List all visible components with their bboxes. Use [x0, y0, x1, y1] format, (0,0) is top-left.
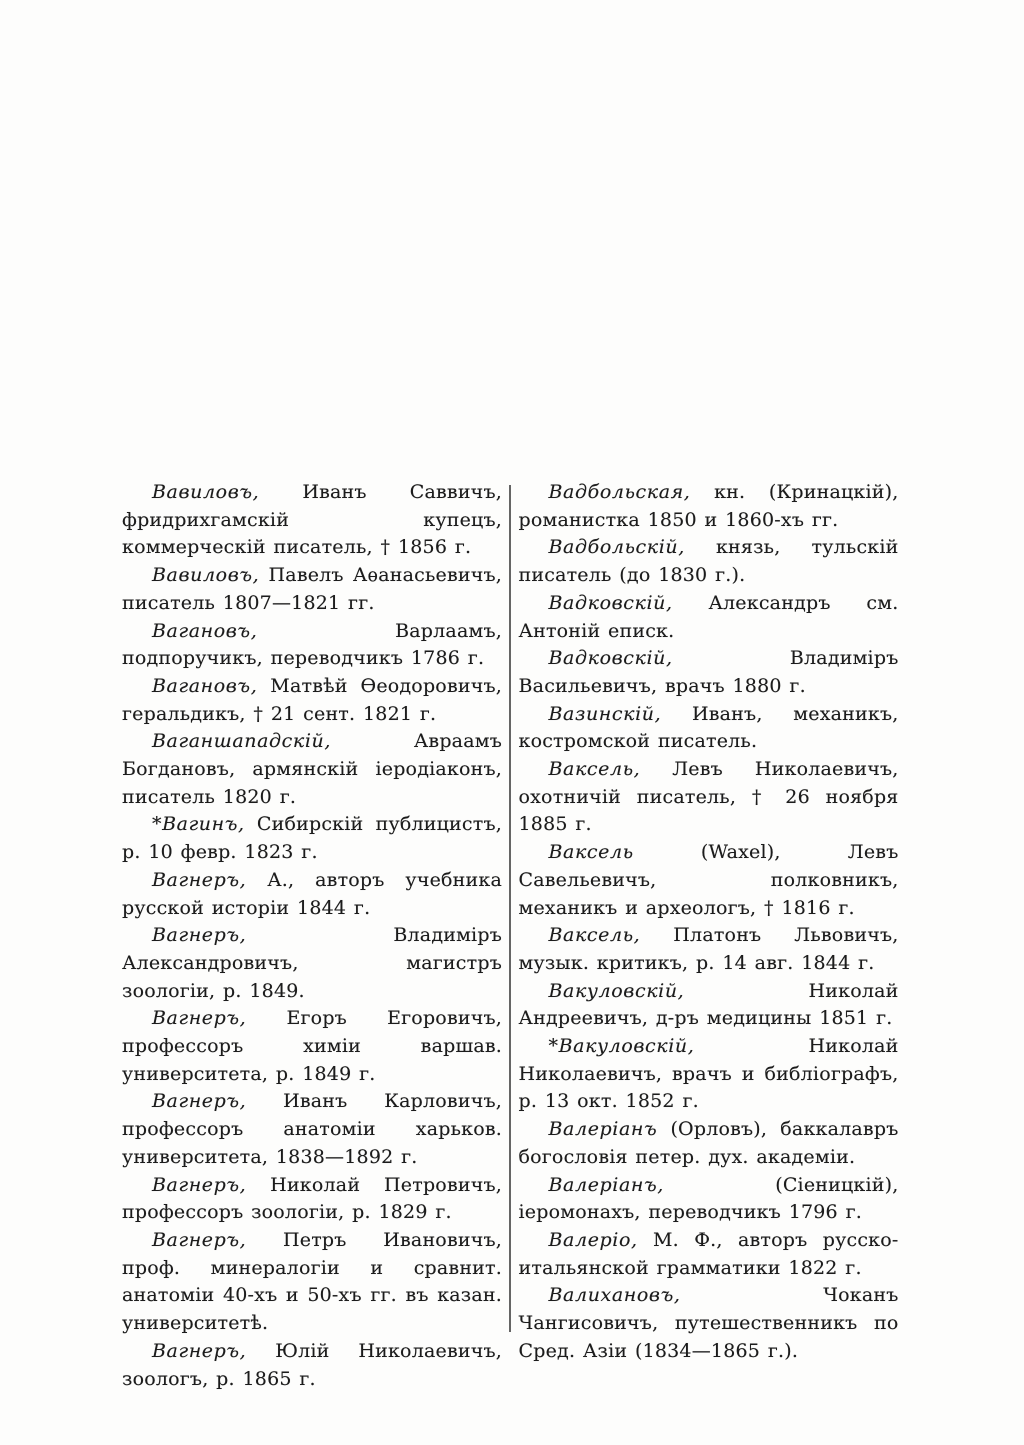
dictionary-entry [122, 728, 502, 811]
dictionary-entry [519, 978, 899, 1033]
entry-headword: Ваксель, [548, 758, 641, 781]
dictionary-entry [519, 1227, 899, 1282]
dictionary-entry [122, 673, 502, 728]
dictionary-entry [122, 479, 502, 562]
entry-text: Владиміръ Васильевичъ, врачъ 1880 г. [518, 647, 899, 697]
entry-headword: Вадковскій, [548, 647, 673, 670]
entry-headword: Вагнеръ, [152, 924, 247, 947]
entry-headword: Вагнеръ, [152, 868, 247, 891]
dictionary-entry [519, 1172, 899, 1227]
entry-headword: Вавиловъ, [152, 564, 260, 587]
dictionary-entry [122, 1088, 502, 1171]
dictionary-entry [519, 756, 899, 839]
dictionary-entry [519, 534, 899, 589]
dictionary-entry [122, 1338, 502, 1393]
entry-headword: Вакуловскій, [548, 979, 685, 1002]
left-column [122, 479, 502, 1393]
dictionary-entry [122, 1172, 502, 1227]
entry-text: М. Ф., авторъ русско-итальянской грамматики 1822 г. [518, 1228, 899, 1279]
entry-text: Александръ см. Антоній еписк. [518, 591, 899, 642]
entry-headword: Ваганшападскій, [152, 730, 332, 753]
entry-text: Сибирскій публицистъ, р. 10 февр. 1823 г. [122, 813, 502, 864]
dictionary-entry [519, 479, 899, 534]
entry-headword: Вагнеръ, [152, 1228, 247, 1251]
dictionary-entry [519, 701, 899, 756]
entry-text: Павелъ Аѳанасьевичъ, писатель 1807—1821 гг. [122, 564, 502, 614]
entry-headword: Вагнеръ, [152, 1007, 247, 1030]
entry-headword: *Вагинъ, [152, 813, 245, 836]
entry-text: Платонъ Львовичъ, музык. критикъ, р. 14 авг. 1844 г. [518, 924, 899, 974]
entry-text: Николай Андреевичъ, д-ръ медицины 1851 г. [518, 979, 899, 1030]
entry-text: кн. (Кринацкій), романистка 1850 и 1860-хъ гг. [518, 481, 899, 531]
dictionary-entry [122, 867, 502, 922]
entry-headword: Ваксель [548, 841, 634, 864]
dictionary-entry [519, 922, 899, 977]
entry-headword: Валеріанъ, [548, 1173, 664, 1196]
dictionary-entry [519, 1282, 899, 1365]
entry-headword: *Вакуловскій, [548, 1035, 695, 1058]
entry-text: Авраамъ Богдановъ, армянскій іеродіаконъ, писатель 1820 г. [122, 730, 502, 808]
entry-headword: Вагнеръ, [152, 1090, 247, 1113]
entry-text: Левъ Николаевичъ, охотничій писатель, † 26 ноября 1885 г. [518, 758, 899, 836]
right-column [519, 479, 899, 1366]
dictionary-entry [122, 811, 502, 866]
dictionary-entry [519, 1033, 899, 1116]
entry-headword: Вадковскій, [548, 591, 673, 614]
entry-text: Петръ Ивановичъ, проф. минералогіи и сравнит. анатоміи 40-хъ и 50-хъ гг. въ казан. университетѣ. [122, 1228, 502, 1335]
dictionary-entry [122, 922, 502, 1005]
entry-text: А., авторъ учебника русской исторіи 1844 г. [122, 868, 502, 919]
entry-text: Владиміръ Александровичъ, магистръ зоологіи, р. 1849. [122, 924, 502, 1002]
entry-headword: Вагановъ, [152, 674, 258, 697]
entry-text: князь, тульскій писатель (до 1830 г.). [518, 536, 899, 587]
dictionary-entry [122, 618, 502, 673]
dictionary-entry [519, 1116, 899, 1171]
entry-headword: Вагнеръ, [152, 1339, 247, 1362]
entry-text: Иванъ Карловичъ, профессоръ анатоміи харьков. университета, 1838—1892 г. [122, 1090, 502, 1168]
entry-headword: Ваксель, [548, 924, 641, 947]
entry-text: Иванъ, механикъ, костромской писатель. [518, 702, 899, 753]
entry-headword: Вазинскій, [548, 702, 662, 725]
entry-headword: Вадбольскій, [548, 536, 685, 559]
entry-text: Николай Николаевичъ, врачъ и библіографъ, р. 13 окт. 1852 г. [518, 1035, 899, 1113]
dictionary-entry [122, 562, 502, 617]
entry-headword: Валеріо, [548, 1228, 638, 1251]
entry-headword: Валихановъ, [548, 1284, 681, 1307]
entry-headword: Вавиловъ, [152, 481, 260, 503]
dictionary-entry [122, 1005, 502, 1088]
entry-text: Николай Петровичъ, профессоръ зоологіи, р. 1829 г. [122, 1173, 502, 1224]
dictionary-entry [122, 1227, 502, 1338]
entry-text: Иванъ Саввичъ, фридрихгамскій купецъ, коммерческій писатель, † 1856 г. [122, 481, 502, 559]
entry-text: (Waxel), Левъ Савельевичъ, полковникъ, механикъ и археологъ, † 1816 г. [518, 841, 899, 919]
dictionary-entry [519, 590, 899, 645]
entry-headword: Вадбольская, [548, 481, 691, 503]
entry-text: Егоръ Егоровичъ, профессоръ химіи варшав. университета, р. 1849 г. [122, 1007, 502, 1085]
entry-headword: Вагнеръ, [152, 1173, 247, 1196]
entry-headword: Вагановъ, [152, 619, 258, 642]
entry-text: Матвѣй Ѳеодоровичъ, геральдикъ, † 21 сент. 1821 г. [122, 674, 502, 725]
entry-text: (Орловъ), баккалавръ богословія петер. дух. академіи. [518, 1118, 899, 1168]
entry-text: Варлаамъ, подпоручикъ, переводчикъ 1786 г. [122, 619, 502, 670]
dictionary-entry [519, 645, 899, 700]
entry-headword: Валеріанъ [548, 1118, 658, 1141]
text-block [122, 479, 904, 1393]
column-divider-rule [509, 485, 511, 1332]
dictionary-entry [519, 839, 899, 922]
entry-text: Чоканъ Чангисовичъ, путешественникъ по Сред. Азіи (1834—1865 г.). [518, 1284, 899, 1362]
entry-text: Юлій Николаевичъ, зоологъ, р. 1865 г. [122, 1339, 502, 1390]
entry-text: (Сіеницкій), іеромонахъ, переводчикъ 1796 г. [518, 1173, 899, 1224]
